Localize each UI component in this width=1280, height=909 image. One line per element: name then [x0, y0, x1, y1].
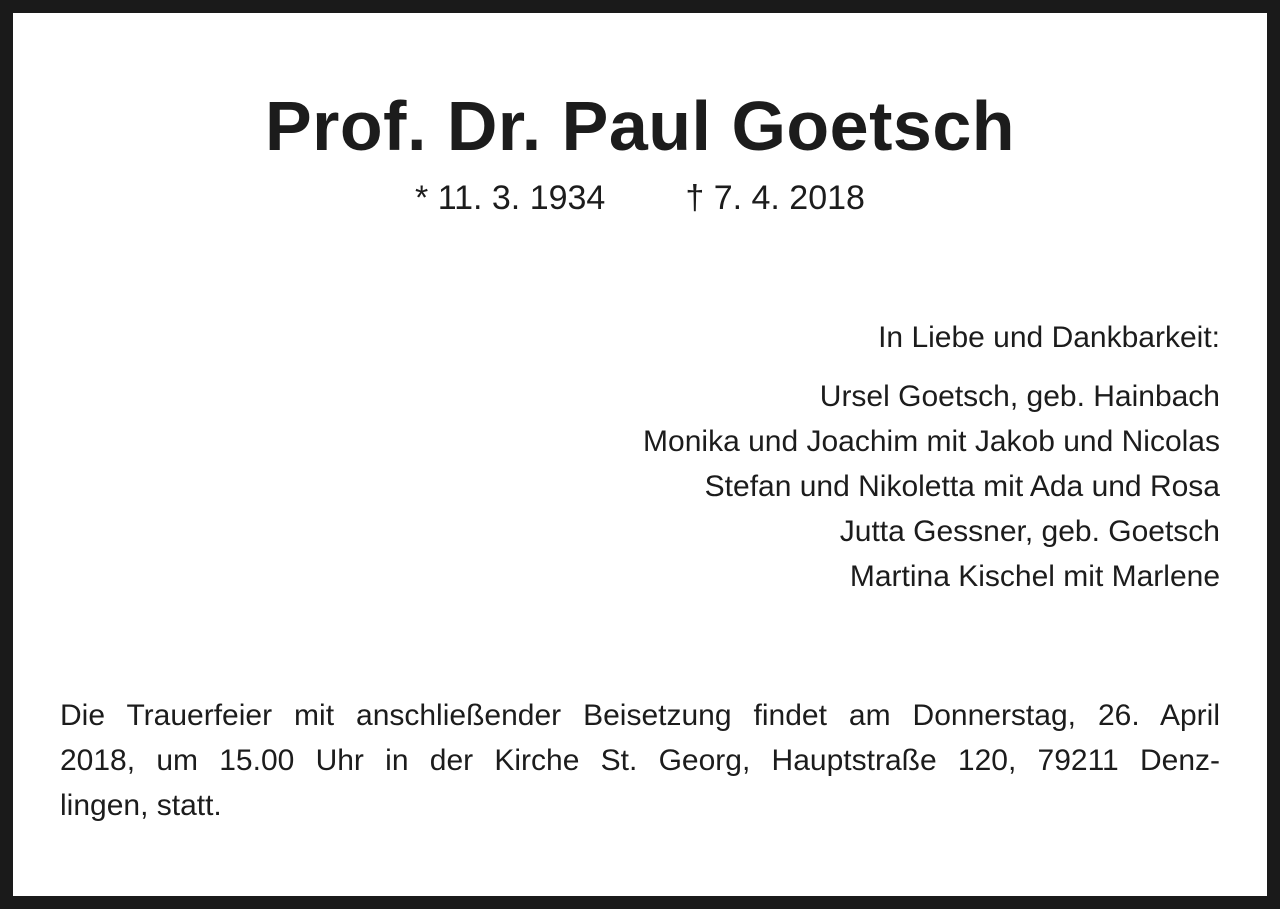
mourner-name: Ursel Goetsch, geb. Hainbach — [819, 380, 1220, 413]
death-date: † 7. 4. 2018 — [685, 179, 865, 217]
mourner-name: Jutta Gessner, geb. Goetsch — [839, 515, 1220, 548]
mourner-name: Martina Kischel mit Marlene — [849, 560, 1220, 593]
life-dates — [13, 181, 1267, 215]
mourner-name: Monika und Joachim mit Jakob und Nicolas — [643, 425, 1220, 458]
birth-date: * 11. 3. 1934 — [415, 179, 606, 217]
service-text-line: lingen, statt. — [60, 789, 222, 822]
funeral-service-info — [60, 693, 1220, 828]
mourners-block — [643, 315, 1220, 599]
obituary-notice — [13, 13, 1267, 896]
deceased-name: Prof. Dr. Paul Goetsch — [264, 87, 1016, 165]
mourner-name: Stefan und Nikoletta mit Ada und Rosa — [704, 470, 1220, 503]
service-text-line: 2018, um 15.00 Uhr in der Kirche St. Georg, Hauptstraße 120, 79211 Denz- — [60, 744, 1220, 777]
service-text-line: Die Trauerfeier mit anschließender Beisetzung findet am Donnerstag, 26. April — [60, 699, 1220, 732]
mourners-intro: In Liebe und Dankbarkeit: — [878, 321, 1220, 354]
